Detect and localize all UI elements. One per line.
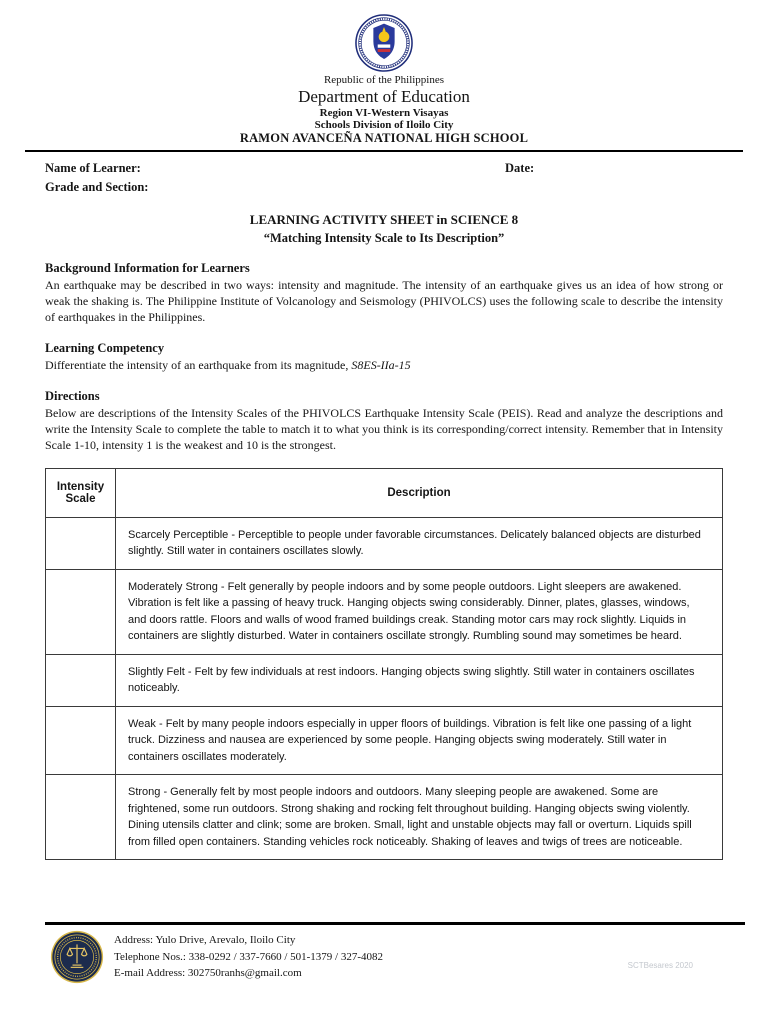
date-label: Date: <box>505 161 535 175</box>
intensity-scale-column-header: Intensity Scale <box>46 468 116 517</box>
learner-name-row <box>45 161 723 176</box>
learner-info-block <box>45 161 723 195</box>
document-header <box>45 14 723 146</box>
footer-address: Address: Yulo Drive, Arevalo, Iloilo City <box>114 934 296 946</box>
table-row <box>46 706 723 775</box>
footer-contact-block <box>45 930 745 984</box>
header-region: Region VI-Western Visayas <box>319 107 449 119</box>
competency-heading: Learning Competency <box>45 340 165 355</box>
table-row <box>46 569 723 654</box>
activity-sheet-title: LEARNING ACTIVITY SHEET in SCIENCE 8 <box>249 212 519 227</box>
grade-section-label: Grade and Section: <box>45 180 149 194</box>
intensity-scale-table <box>45 468 723 861</box>
intensity-answer-cell <box>46 569 116 654</box>
footer-text-lines <box>114 930 383 982</box>
header-republic: Republic of the Philippines <box>323 74 445 86</box>
footer-watermark: SCTBesares 2020 <box>627 961 693 970</box>
description-cell: Slightly Felt - Felt by few individuals at rest indoors. Hanging objects swing slightly. Still water in containers oscillates noticeably. <box>116 654 723 706</box>
competency-paragraph <box>45 358 723 374</box>
footer-telephone: Telephone Nos.: 338-0292 / 337-7660 / 501-1379 / 327-4082 <box>114 950 384 963</box>
description-cell: Strong - Generally felt by most people indoors and outdoors. Many sleeping people are awakened. Some are frightened, some run outdoors. Strong shaking and rocking felt throughout building. Hanging objects swing violently. Dining utensils clatter and clink; some are broken. Small, light and unstable objects may fall or overturn. Liquids spill from filled open containers. Standing vehicles rock noticeably. Shaking of leaves and twigs of trees are noticeable. <box>116 775 723 860</box>
section-competency <box>45 341 723 374</box>
description-column-header: Description <box>116 468 723 517</box>
competency-code: S8ES-IIa-15 <box>351 357 411 372</box>
intensity-answer-cell <box>46 517 116 569</box>
description-cell: Weak - Felt by many people indoors especially in upper floors of buildings. Vibration is felt like one passing of a light truck. Dizziness and nausea are experienced by some people. Hanging objects swing moderately. Still water in containers oscillates moderately. <box>116 706 723 775</box>
section-background <box>45 261 723 326</box>
directions-paragraph: Below are descriptions of the Intensity Scales of the PHIVOLCS Earthquake Intensity Scale (PEIS). Read and analyze the descriptions and write the Intensity Scale to complete the table to match it to what you think is its corresponding/correct intensity. Remember that in Intensity Scale 1-10, intensity 1 is the weakest and 10 is the strongest. <box>45 405 723 452</box>
deped-seal-icon <box>355 14 413 72</box>
intensity-answer-cell <box>46 706 116 775</box>
document-footer <box>45 922 745 984</box>
intensity-answer-cell <box>46 775 116 860</box>
section-directions <box>45 389 723 454</box>
title-block <box>45 212 723 246</box>
directions-heading: Directions <box>45 388 100 403</box>
table-row <box>46 775 723 860</box>
description-cell: Moderately Strong - Felt generally by people indoors and by some people outdoors. Light sleepers are awakened. Vibration is felt like a passing of heavy truck. Hanging objects swing considerably. Dinner, plates, glasses, windows, and doors rattle. Floors and walls of wood framed buildings creak. Standing motor cars may rock slightly. Liquids in containers are slightly disturbed. Water in containers oscillate strongly. Rumbling sound may sometimes be heard. <box>116 569 723 654</box>
table-row <box>46 654 723 706</box>
table-header-row <box>46 468 723 517</box>
name-of-learner-label: Name of Learner: <box>45 161 141 175</box>
footer-email: E-mail Address: 302750ranhs@gmail.com <box>114 967 302 979</box>
header-department: Department of Education <box>298 87 470 106</box>
competency-text: Differentiate the intensity of an earthquake from its magnitude, <box>45 357 352 372</box>
school-seal-icon <box>50 930 104 984</box>
description-cell: Scarcely Perceptible - Perceptible to people under favorable circumstances. Delicately balanced objects are disturbed slightly. Still water in containers oscillates slowly. <box>116 517 723 569</box>
intensity-answer-cell <box>46 654 116 706</box>
header-school-name: RAMON AVANCEÑA NATIONAL HIGH SCHOOL <box>239 131 529 145</box>
table-row <box>46 517 723 569</box>
background-paragraph: An earthquake may be described in two ways: intensity and magnitude. The intensity of an earthquake gives us an idea of how strong or weak the shaking is. The Philippine Institute of Volcanology and Seismology (PHIVOLCS) uses the following scale to describe the intensity of earthquakes in the Philippines. <box>45 278 723 324</box>
header-divider <box>25 150 743 152</box>
activity-sheet-subtitle: “Matching Intensity Scale to Its Description” <box>263 231 505 245</box>
header-division: Schools Division of Iloilo City <box>314 119 454 131</box>
background-heading: Background Information for Learners <box>45 261 250 275</box>
